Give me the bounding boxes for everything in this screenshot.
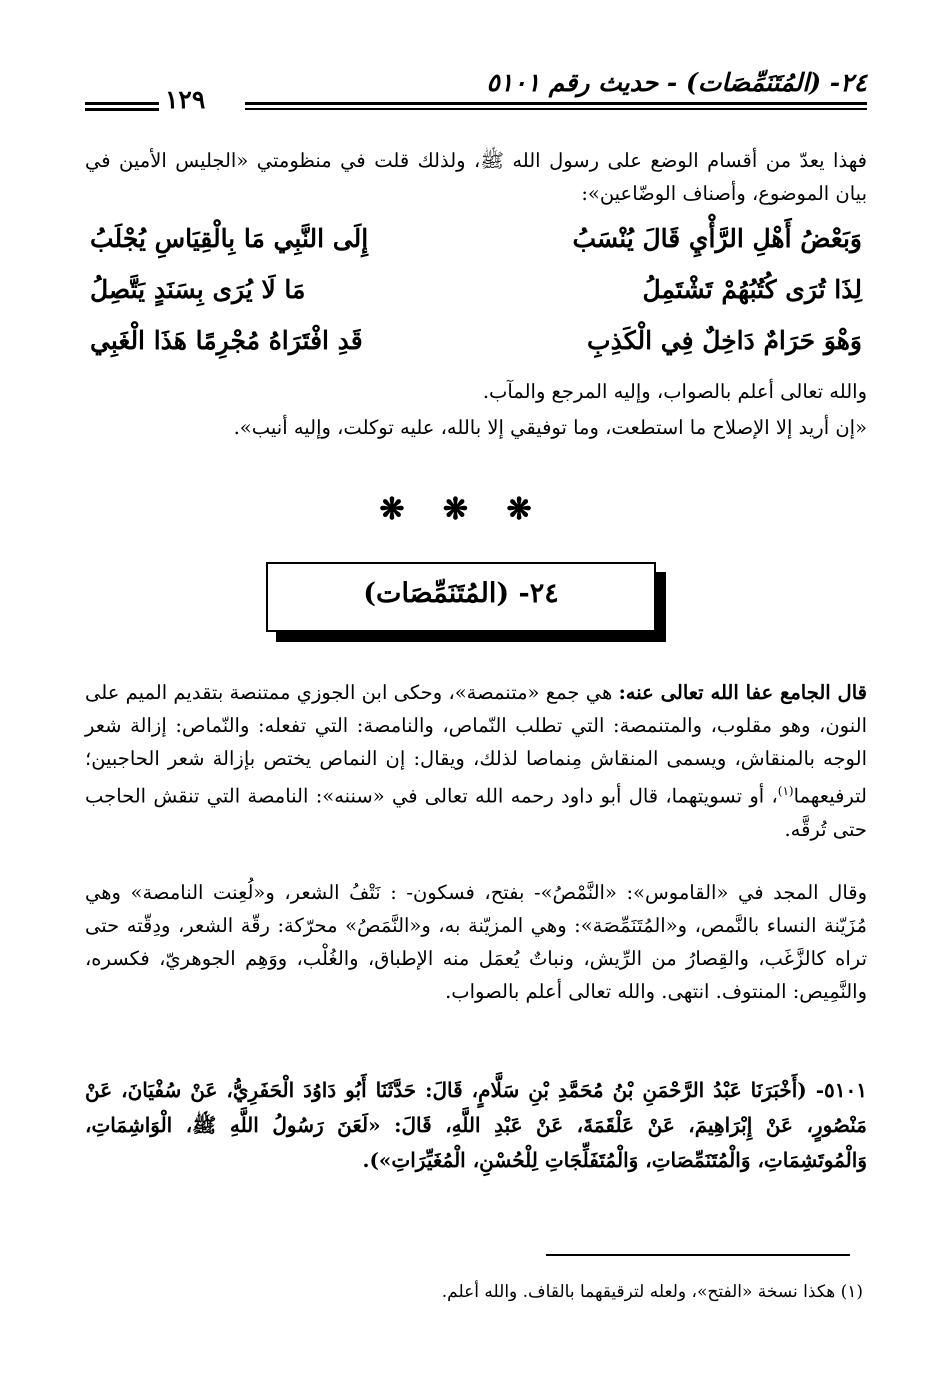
section-separator: ❋ ❋ ❋ xyxy=(379,492,546,527)
header-rule-right-bottom xyxy=(245,108,867,110)
verse-2-first-half: لِذَا تُرَى كُتُبُهُمْ تَشْتَمِلُ xyxy=(642,275,862,304)
footnote: (١) هكذا نسخة «الفتح»، ولعله لترقيقهما بالقاف. والله أعلم. xyxy=(441,1282,863,1302)
commentary-paragraph-1 xyxy=(85,676,867,846)
commentary-lead: قال الجامع عفا الله تعالى عنه: xyxy=(618,681,867,704)
running-title: ٢٤- (المُتَنَمِّصَات) - حديث رقم ٥١٠١ xyxy=(486,68,867,97)
verse-line-2 xyxy=(85,275,867,325)
commentary-text: هي جمع «متنمصة»، وحكى ابن الجوزي ممتنصة بتقديم الميم على النون، وهو مقلوب، والمتنمصة: التي تطلب النّماص، والنامصة: التي تفعله: والنّماص: إزالة شعر الوجه بالمنقاش، ويسمى المنقاش مِنماصا لذلك، ويقال: إن النماص يختص بإزالة شعر الحاجبين؛ لترفيعهما xyxy=(85,681,867,808)
verse-3-first-half: وَهْوَ حَرَامٌ دَاخِلٌ فِي الْكَذِبِ xyxy=(587,326,862,355)
verse-1-first-half: وَبَعْضُ أَهْلِ الرَّأْيِ قَالَ يُنْسَبُ xyxy=(572,224,862,253)
verse-line-3 xyxy=(85,326,867,376)
commentary-text-tail: ، أو تسويتهما، قال أبو داود رحمه الله تعالى في «سننه»: النامصة التي تنقش الحاجب حتى تُرقَّه. xyxy=(85,784,867,841)
header-rule-bottom xyxy=(85,108,159,111)
closing-paragraph-2: «إن أريد إلا الإصلاح ما استطعت، وما توفيقي إلا بالله، عليه توكلت، وإليه أنيب». xyxy=(233,416,867,439)
chapter-title-box xyxy=(266,562,656,632)
verse-3-second-half: قَدِ افْتَرَاهُ مُجْرِمًا هَذَا الْغَبِي xyxy=(90,326,363,355)
commentary-paragraph-2: وقال المجد في «القاموس»: «النَّمْصُ»- بفتح، فسكون- : نَتْفُ الشعر، و«لُعِنت النامصة» وهي مُزَيّنة النساء بالنَّمص، و«المُتَنَمِّصَة»: وهي المزيّنة به، و«النَّمَصُ» محرّكة: رقّة الشعر، ودِقّته حتى تراه كالزَّغَب، والقِصارُ من الرِّيش، ونباتٌ يُعمَل منه الإطباق، والغُلْب، ووَهِم الجوهريّ، فكسره، والنَّمِيص: المنتوف. انتهى. والله تعالى أعلم بالصواب. xyxy=(85,881,867,1003)
intro-paragraph: فهذا يعدّ من أقسام الوضع على رسول الله ﷺ، ولذلك قلت في منظومتي «الجليس الأمين في بيان الموضوع، وأصناف الوضّاعين»: xyxy=(85,149,867,205)
footnote-marker: (١) xyxy=(777,784,794,798)
closing-paragraph-1: والله تعالى أعلم بالصواب، وإليه المرجع والمآب. xyxy=(482,380,867,403)
header-rule-top xyxy=(85,102,159,105)
footnote-separator xyxy=(546,1254,850,1256)
verse-1-second-half: إِلَى النَّبِي مَا بِالْقِيَاسِ يُجْلَبُ xyxy=(90,224,369,253)
hadith-text: ٥١٠١- (أَخْبَرَنَا عَبْدُ الرَّحْمَنِ بْنُ مُحَمَّدِ بْنِ سَلَّامٍ، قَالَ: حَدَّثَنَا أَبُو دَاوُدَ الْحَفَرِيُّ، عَنْ سُفْيَانَ، عَنْ مَنْصُورٍ، عَنْ إِبْرَاهِيمَ، عَنْ عَلْقَمَةَ، عَنْ عَبْدِ اللَّهِ، قَالَ: «لَعَنَ رَسُولُ اللَّهِ ﷺ، الْوَاشِمَاتِ، وَالْمُوتَشِمَاتِ، وَالْمُتَنَمِّصَاتِ، وَالْمُتَفَلِّجَاتِ لِلْحُسْنِ، الْمُغَيِّرَاتِ»). xyxy=(85,1078,867,1172)
page-number: ١٢٩ xyxy=(165,85,206,114)
chapter-title: ٢٤- (المُتَنَمِّصَات) xyxy=(363,578,559,609)
verse-2-second-half: مَا لَا يُرَى بِسَنَدٍ يَتَّصِلُ xyxy=(90,275,306,304)
header-rule-right-top xyxy=(245,102,867,105)
verse-line-1 xyxy=(85,224,867,274)
